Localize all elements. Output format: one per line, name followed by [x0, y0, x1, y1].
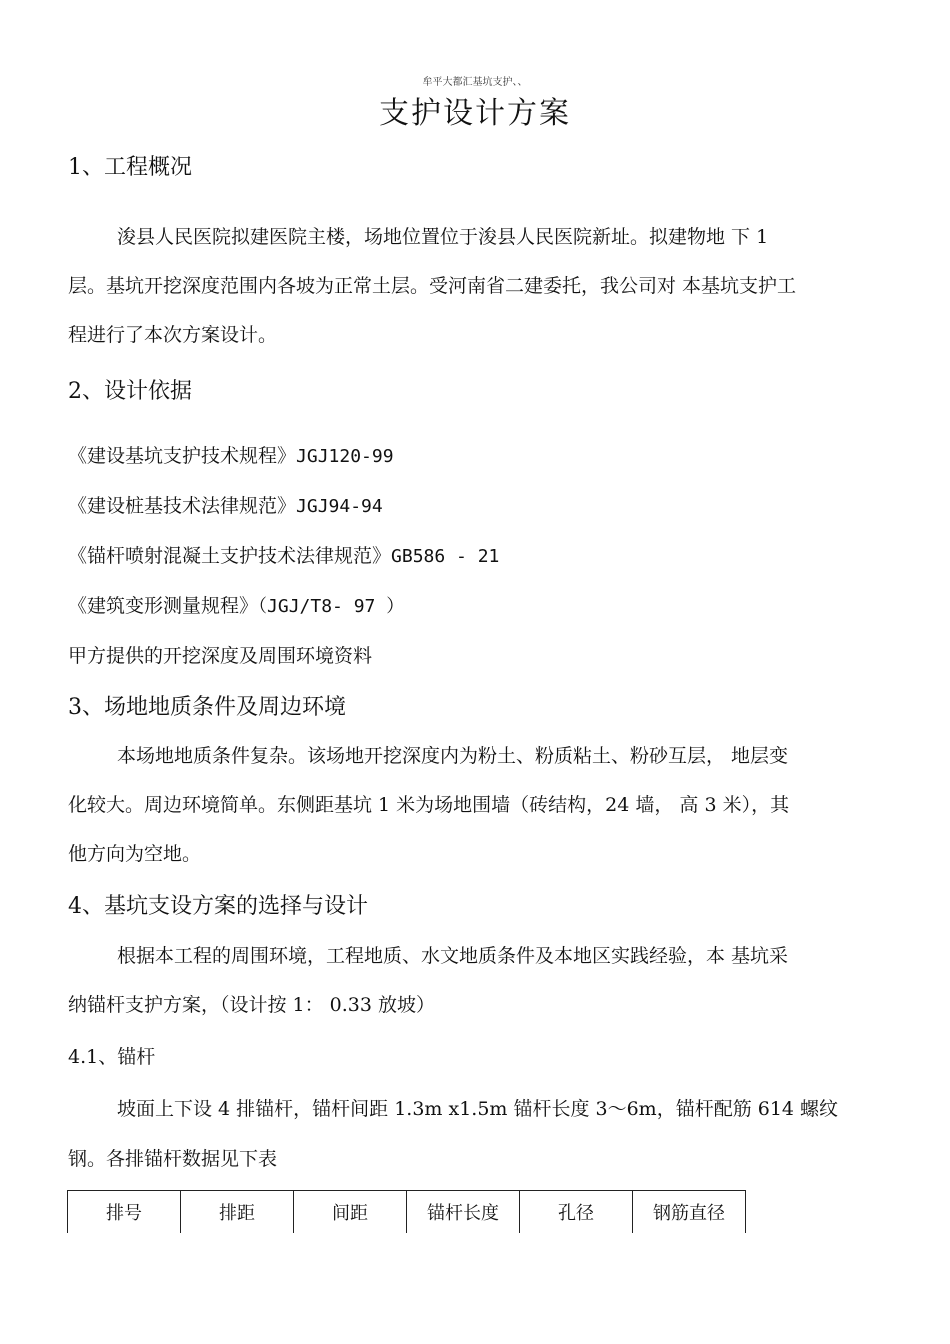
reference-code: JGJ120-99: [296, 446, 394, 467]
reference-item: [68, 441, 394, 468]
reference-code: JGJ94-94: [296, 496, 383, 517]
table-header-cell: 间距: [294, 1191, 407, 1234]
section-1-line-1: 浚县人民医院拟建医院主楼，场地位置位于浚县人民医院新址。拟建物地 下 1: [117, 226, 769, 248]
reference-name: 《锚杆喷射混凝土支护技术法律规范》: [68, 545, 392, 567]
section-3-line-2: 化较大。周边环境简单。东侧距基坑 1 米为场地围墙（砖结构，24 墙， 高 3 米），其: [68, 794, 790, 816]
section-4-line-1: 根据本工程的周围环境，工程地质、水文地质条件及本地区实践经验，本 基坑采: [117, 945, 789, 967]
table-header-cell: 锚杆长度: [407, 1191, 520, 1234]
section-3-line-3: 他方向为空地。: [68, 843, 202, 865]
section-3-line-1: 本场地地质条件复杂。该场地开挖深度内为粉土、粉质粘土、粉砂互层， 地层变: [117, 745, 789, 767]
reference-item: [68, 491, 383, 518]
table-header-row: [68, 1191, 746, 1234]
subsection-4-1-heading: 4.1、锚杆: [68, 1046, 156, 1068]
section-1-heading: 1、工程概况: [68, 155, 192, 180]
reference-code: （JGJ/T8- 97 ）: [258, 596, 405, 617]
reference-name: 《建设桩基技术法律规范》: [68, 495, 297, 517]
reference-extra: 甲方提供的开挖深度及周围环境资料: [68, 645, 373, 667]
anchor-data-table: [67, 1190, 746, 1233]
table-header-cell: 钢筋直径: [633, 1191, 746, 1234]
subsection-4-1-line-1: 坡面上下设 4 排锚杆，锚杆间距 1.3m x1.5m 锚杆长度 3～6m，锚杆配筋 614 螺纹: [117, 1098, 839, 1120]
table-header-cell: 排距: [181, 1191, 294, 1234]
reference-name: 《建设基坑支护技术规程》: [68, 445, 297, 467]
section-2-heading: 2、设计依据: [68, 379, 192, 404]
section-1-line-3: 程进行了本次方案设计。: [68, 324, 278, 346]
subsection-4-1-line-2: 钢。各排锚杆数据见下表: [68, 1148, 278, 1170]
section-3-heading: 3、场地地质条件及周边环境: [68, 695, 346, 720]
section-4-heading: 4、基坑支设方案的选择与设计: [68, 894, 368, 919]
document-title: 支护设计方案: [379, 96, 571, 131]
reference-name: 《建筑变形测量规程》: [68, 595, 259, 617]
table-header-cell: 孔径: [520, 1191, 633, 1234]
reference-code: GB586 - 21: [391, 546, 500, 567]
section-1-line-2: 层。基坑开挖深度范围内各坡为正常土层。受河南省二建委托，我公司对 本基坑支护工: [68, 275, 797, 297]
reference-item: [68, 591, 404, 618]
table-header-cell: 排号: [68, 1191, 181, 1234]
header-note: 牟平大都汇基坑支护、、: [422, 77, 528, 88]
section-4-line-2: 纳锚杆支护方案，（设计按 1： 0.33 放坡）: [68, 994, 436, 1016]
reference-item: [68, 541, 499, 568]
